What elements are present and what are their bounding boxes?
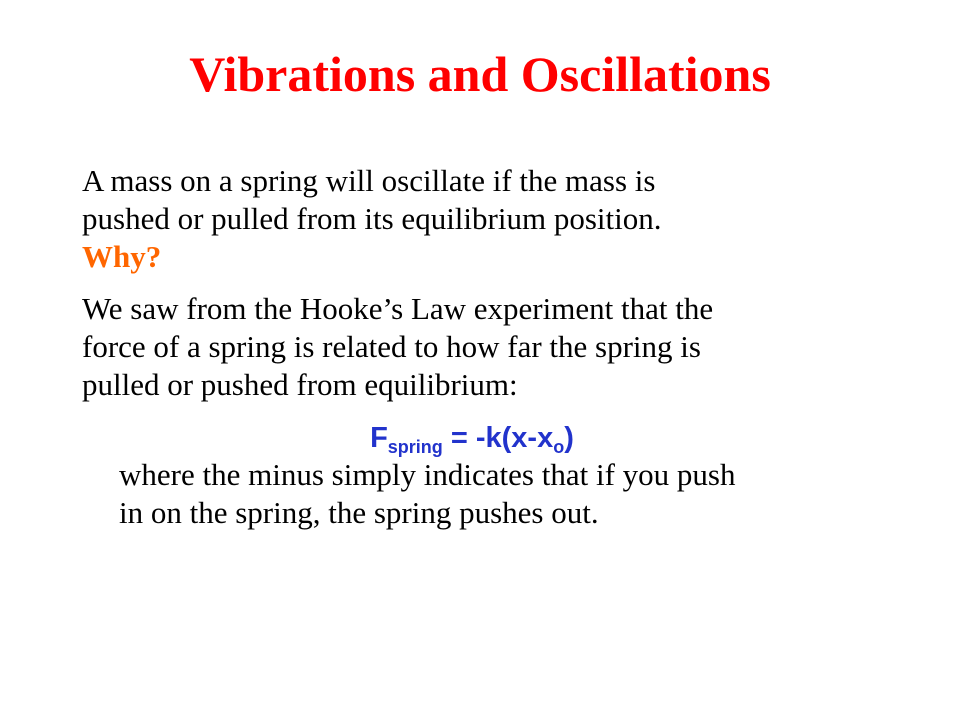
paragraph2-line1: We saw from the Hooke’s Law experiment that the bbox=[82, 291, 714, 326]
formula-end: ) bbox=[564, 422, 574, 454]
hookes-law-formula bbox=[82, 420, 862, 456]
paragraph-oscillation bbox=[82, 162, 892, 276]
paragraph2-line2: force of a spring is related to how far the spring is bbox=[82, 329, 701, 364]
paragraph1-line2: pushed or pulled from its equilibrium position. bbox=[82, 201, 662, 236]
explanation-line1: where the minus simply indicates that if you push bbox=[119, 457, 736, 492]
paragraph2-line3: pulled or pushed from equilibrium: bbox=[82, 367, 518, 402]
paragraph-explanation bbox=[82, 456, 892, 532]
explanation-line2: in on the spring, the spring pushes out. bbox=[119, 495, 599, 530]
paragraph1-line1: A mass on a spring will oscillate if the mass is bbox=[82, 163, 656, 198]
slide-body bbox=[82, 162, 892, 532]
slide-title: Vibrations and Oscillations bbox=[189, 46, 771, 102]
formula-subscript-o: o bbox=[553, 437, 565, 457]
formula-force-symbol: F bbox=[370, 422, 388, 454]
formula-container bbox=[82, 420, 862, 456]
why-question: Why? bbox=[82, 239, 162, 274]
formula-subscript-spring: spring bbox=[387, 437, 443, 457]
paragraph-hookes-law bbox=[82, 290, 892, 404]
formula-middle: = -k(x-x bbox=[442, 422, 554, 454]
